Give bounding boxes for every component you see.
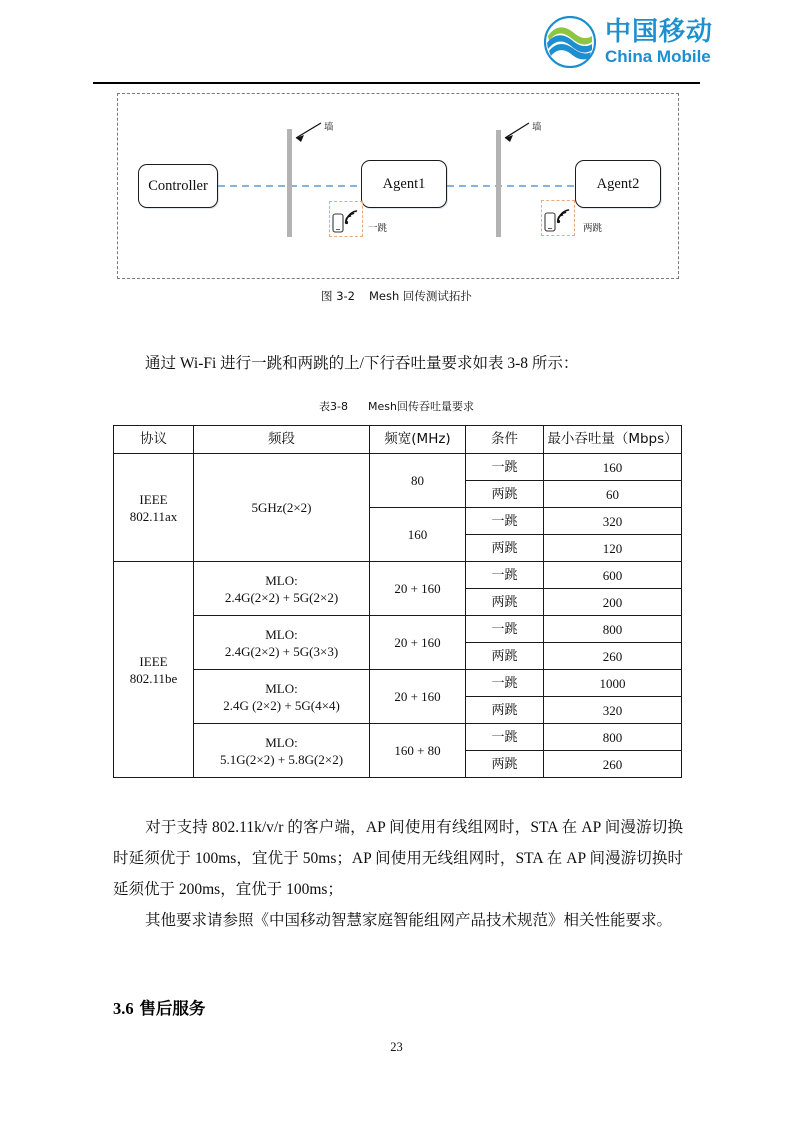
cell-protocol-be bbox=[114, 562, 194, 778]
band-line-2: 2.4G(2×2) + 5G(2×2) bbox=[224, 589, 339, 605]
phone-wifi-icon bbox=[330, 202, 364, 238]
table-header-row bbox=[114, 426, 682, 454]
cell-condition: 一跳 bbox=[466, 454, 544, 481]
cell-condition: 一跳 bbox=[466, 670, 544, 697]
band-line-1: MLO: bbox=[265, 572, 298, 588]
cell-condition: 一跳 bbox=[466, 562, 544, 589]
table-row bbox=[114, 562, 682, 589]
cell-condition: 一跳 bbox=[466, 616, 544, 643]
cell-throughput: 260 bbox=[544, 751, 682, 778]
cell-throughput: 800 bbox=[544, 616, 682, 643]
cell-condition: 两跳 bbox=[466, 481, 544, 508]
cell-throughput: 160 bbox=[544, 454, 682, 481]
topology-node-agent2: Agent2 bbox=[575, 160, 661, 208]
table-row bbox=[114, 670, 682, 697]
band-line-1: MLO: bbox=[265, 626, 298, 642]
protocol-line-1: IEEE bbox=[139, 653, 168, 669]
section-number: 3.6 bbox=[113, 999, 134, 1018]
page-number: 23 bbox=[390, 1040, 403, 1054]
sta-client-group-2 bbox=[541, 200, 575, 236]
band-line-2: 2.4G (2×2) + 5G(4×4) bbox=[223, 697, 340, 713]
topology-node-agent1: Agent1 bbox=[361, 160, 447, 208]
table-row bbox=[114, 454, 682, 481]
cell-throughput: 600 bbox=[544, 562, 682, 589]
wall-divider-1 bbox=[287, 129, 292, 237]
cell-throughput: 320 bbox=[544, 697, 682, 724]
cell-throughput: 200 bbox=[544, 589, 682, 616]
figure-caption bbox=[0, 288, 793, 304]
wall-label-1: 墙 bbox=[324, 122, 334, 133]
cell-band-mlo bbox=[194, 562, 370, 616]
cell-condition: 一跳 bbox=[466, 508, 544, 535]
wall-divider-2 bbox=[496, 130, 501, 237]
cell-throughput: 60 bbox=[544, 481, 682, 508]
hop-label-two-hop: 两跳 bbox=[583, 223, 603, 234]
logo-text-cn: 中国移动 bbox=[604, 17, 713, 47]
cell-band-5ghz: 5GHz(2×2) bbox=[194, 454, 370, 562]
section-heading-3-6 bbox=[113, 995, 205, 1019]
column-header-bandwidth: 频宽(MHz) bbox=[370, 426, 466, 454]
protocol-line-2: 802.11be bbox=[129, 670, 178, 686]
mesh-throughput-table bbox=[113, 425, 682, 778]
cell-condition: 两跳 bbox=[466, 697, 544, 724]
cell-bandwidth-160: 160 bbox=[370, 508, 466, 562]
column-header-band: 频段 bbox=[194, 426, 370, 454]
china-mobile-wave-logo-icon bbox=[544, 16, 596, 68]
table-caption-label: 表3-8 bbox=[319, 400, 348, 413]
protocol-line-2: 802.11ax bbox=[129, 508, 178, 524]
table-row bbox=[114, 724, 682, 751]
paragraph-roaming bbox=[113, 812, 683, 905]
topology-node-controller: Controller bbox=[138, 164, 218, 208]
china-mobile-logo bbox=[544, 16, 713, 68]
paragraph-intro bbox=[113, 348, 683, 379]
hop-label-one-hop: 一跳 bbox=[368, 223, 388, 234]
band-line-2: 2.4G(2×2) + 5G(3×3) bbox=[224, 643, 339, 659]
column-header-condition: 条件 bbox=[466, 426, 544, 454]
column-header-protocol: 协议 bbox=[114, 426, 194, 454]
cell-condition: 两跳 bbox=[466, 589, 544, 616]
table-caption-text: Mesh回传吞吐量要求 bbox=[368, 400, 474, 413]
cell-bandwidth-80: 80 bbox=[370, 454, 466, 508]
band-line-2: 5.1G(2×2) + 5.8G(2×2) bbox=[219, 751, 344, 767]
cell-band-mlo bbox=[194, 724, 370, 778]
column-header-throughput: 最小吞吐量（Mbps） bbox=[544, 426, 682, 454]
cell-throughput: 800 bbox=[544, 724, 682, 751]
paragraph-other-text: 其他要求请参照《中国移动智慧家庭智能组网产品技术规范》相关性能要求。 bbox=[145, 912, 673, 929]
figure-caption-label: 图 3-2 bbox=[321, 289, 355, 303]
cell-bandwidth: 20 + 160 bbox=[370, 562, 466, 616]
paragraph-intro-text: 通过 Wi-Fi 进行一跳和两跳的上/下行吞吐量要求如表 3-8 所示： bbox=[145, 355, 579, 372]
band-line-1: MLO: bbox=[265, 734, 298, 750]
cell-throughput: 1000 bbox=[544, 670, 682, 697]
table-row bbox=[114, 616, 682, 643]
paragraph-roaming-text: 对于支持 802.11k/v/r 的客户端，AP 间使用有线组网时，STA 在 AP 间漫游切换时延须优于 100ms，宜优于 50ms；AP 间使用无线组网时，STA 在 AP 间漫游切换时延须优于 200ms，宜优于 100ms； bbox=[113, 819, 683, 898]
cell-throughput: 320 bbox=[544, 508, 682, 535]
band-line-1: MLO: bbox=[265, 680, 298, 696]
cell-condition: 一跳 bbox=[466, 724, 544, 751]
wall-label-2: 墙 bbox=[532, 122, 542, 133]
figure-caption-text: Mesh 回传测试拓扑 bbox=[369, 289, 472, 303]
cell-bandwidth: 20 + 160 bbox=[370, 670, 466, 724]
paragraph-other-requirements bbox=[113, 905, 683, 936]
protocol-line-1: IEEE bbox=[139, 491, 168, 507]
cell-condition: 两跳 bbox=[466, 535, 544, 562]
table-caption bbox=[0, 398, 793, 414]
cell-condition: 两跳 bbox=[466, 751, 544, 778]
cell-throughput: 120 bbox=[544, 535, 682, 562]
cell-band-mlo bbox=[194, 616, 370, 670]
cell-band-mlo bbox=[194, 670, 370, 724]
section-title: 售后服务 bbox=[139, 999, 206, 1018]
cell-throughput: 260 bbox=[544, 643, 682, 670]
cell-bandwidth: 160 + 80 bbox=[370, 724, 466, 778]
logo-text-en: China Mobile bbox=[604, 47, 711, 66]
figure-mesh-topology bbox=[117, 93, 679, 279]
cell-bandwidth: 20 + 160 bbox=[370, 616, 466, 670]
phone-wifi-icon bbox=[542, 201, 576, 237]
header-divider bbox=[93, 82, 700, 84]
cell-protocol-ax bbox=[114, 454, 194, 562]
sta-client-group-1 bbox=[329, 201, 363, 237]
cell-condition: 两跳 bbox=[466, 643, 544, 670]
